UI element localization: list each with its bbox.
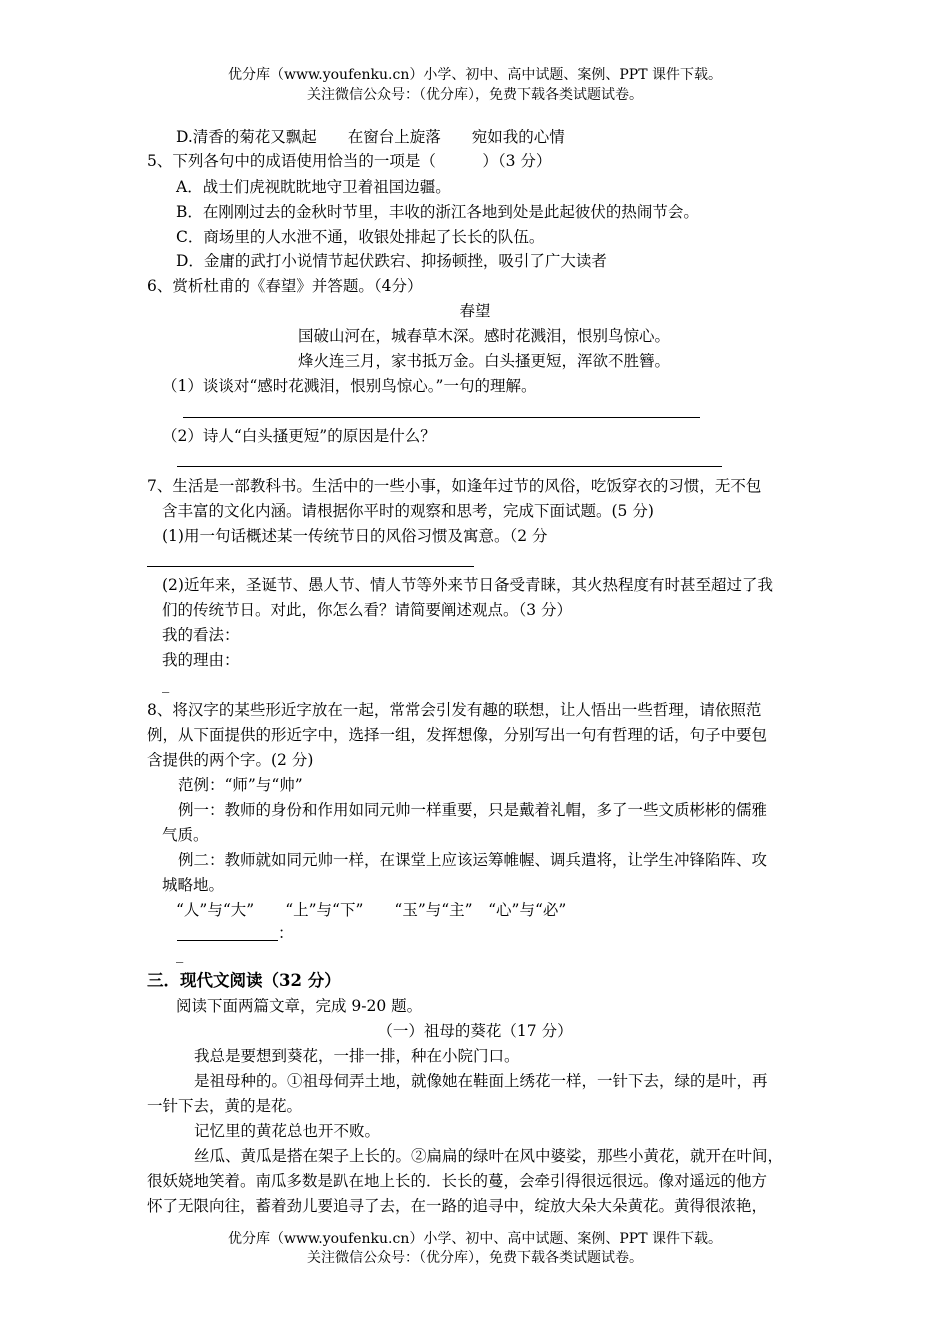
q8-example: 范例：“师”与“帅” <box>178 776 303 794</box>
q8-example-2-line-1: 例二：教师就如同元帅一样，在课堂上应该运筹帷幄、调兵遣将，让学生冲锋陷阵、攻 <box>178 851 768 869</box>
q7-stem-line-1: 7、生活是一部教科书。生活中的一些小事，如逢年过节的风俗，吃饭穿衣的习惯，无不包 <box>147 477 762 495</box>
q7-sub-2-line-2: 们的传统节日。对此，你怎么看？请简要阐述观点。（3 分） <box>162 601 573 619</box>
poem-line-2: 烽火连三月，家书抵万金。白头搔更短，浑欲不胜簪。 <box>298 352 671 370</box>
article-paragraph-3: 记忆里的黄花总也开不败。 <box>194 1122 381 1140</box>
q8-character-pairs: “人”与“大” “上”与“下” “玉”与“主” “心”与“必” <box>176 901 567 919</box>
answer-line-q7-1[interactable] <box>147 566 474 567</box>
q8-stem-line-2: 例，从下面提供的形近字中，选择一组，发挥想像，分别写出一句有哲理的话，句子中要包 <box>147 726 768 744</box>
q8-dash: _ <box>176 947 184 963</box>
q7-dash: _ <box>162 677 170 693</box>
answer-line-q6-1[interactable] <box>183 417 700 418</box>
q5-option-c: C．商场里的人水泄不通，收银处排起了长长的队伍。 <box>176 228 545 246</box>
header-line-2: 关注微信公众号：（优分库），免费下载各类试题试卷。 <box>307 87 643 103</box>
section-3-instruction: 阅读下面两篇文章，完成 9-20 题。 <box>176 997 423 1015</box>
q8-stem-line-3: 含提供的两个字。(2 分) <box>147 751 314 769</box>
q4-option-d: D.清香的菊花又飘起 在窗台上旋落 宛如我的心情 <box>176 128 565 146</box>
q6-sub-2: （2）诗人“白头搔更短”的原因是什么？ <box>162 427 436 445</box>
my-view-label: 我的看法： <box>162 626 240 644</box>
q7-sub-2-line-1: (2)近年来，圣诞节、愚人节、情人节等外来节日备受青睐，其火热程度有时甚至超过了我 <box>162 576 773 594</box>
q8-colon: ： <box>278 924 294 942</box>
q5-stem: 5、下列各句中的成语使用恰当的一项是（ ）（3 分） <box>147 152 552 170</box>
footer-line-1: 优分库（www.youfenku.cn）小学、初中、高中试题、案例、PPT 课件下载。 <box>227 1231 722 1247</box>
article-paragraph-2-line-1: 是祖母种的。①祖母伺弄土地，就像她在鞋面上绣花一样，一针下去，绿的是叶，再 <box>194 1072 768 1090</box>
q8-example-1-line-2: 气质。 <box>162 826 209 844</box>
article-paragraph-4-line-1: 丝瓜、黄瓜是搭在架子上长的。②扁扁的绿叶在风中婆娑，那些小黄花，就开在叶间， <box>194 1147 784 1165</box>
q5-option-a: A．战士们虎视眈眈地守卫着祖国边疆。 <box>176 178 451 196</box>
q8-example-2-line-2: 城略地。 <box>162 876 225 894</box>
q5-option-b: B．在刚刚过去的金秋时节里，丰收的浙江各地到处是此起彼伏的热闹节会。 <box>176 203 699 221</box>
q6-sub-1: （1）谈谈对“感时花溅泪，恨别鸟惊心。”一句的理解。 <box>162 377 537 395</box>
q5-option-d: D．金庸的武打小说情节起伏跌宕、抑扬顿挫，吸引了广大读者 <box>176 252 607 270</box>
q8-example-1-line-1: 例一：教师的身份和作用如同元帅一样重要，只是戴着礼帽，多了一些文质彬彬的儒雅 <box>178 801 768 819</box>
footer-line-2: 关注微信公众号：（优分库），免费下载各类试题试卷。 <box>307 1250 643 1266</box>
answer-line-q8[interactable] <box>177 940 278 941</box>
article-paragraph-4-line-2: 很妖娆地笑着。南瓜多数是趴在地上长的．长长的蔓，会牵引得很远很远。像对遥远的他方 <box>147 1172 768 1190</box>
article-title: （一）祖母的葵花（17 分） <box>377 1022 573 1040</box>
q7-stem-line-2: 含丰富的文化内涵。请根据你平时的观察和思考，完成下面试题。(5 分) <box>162 502 654 520</box>
q8-stem-line-1: 8、将汉字的某些形近字放在一起，常常会引发有趣的联想，让人悟出一些哲理，请依照范 <box>147 701 762 719</box>
article-paragraph-4-line-3: 怀了无限向往，蓄着劲儿要追寻了去，在一路的追寻中，绽放大朵大朵黄花。黄得很浓艳， <box>147 1197 768 1215</box>
answer-line-q6-2[interactable] <box>177 466 722 467</box>
section-3-title: 三．现代文阅读（32 分） <box>147 971 341 990</box>
poem-title: 春望 <box>459 302 491 320</box>
poem-line-1: 国破山河在，城春草木深。感时花溅泪，恨别鸟惊心。 <box>298 327 671 345</box>
article-paragraph-2-line-2: 一针下去，黄的是花。 <box>147 1097 303 1115</box>
header-line-1: 优分库（www.youfenku.cn）小学、初中、高中试题、案例、PPT 课件下载。 <box>227 67 722 83</box>
q7-sub-1: (1)用一句话概述某一传统节日的风俗习惯及寓意。（2 分 <box>162 527 548 545</box>
article-paragraph-1: 我总是要想到葵花，一排一排，种在小院门口。 <box>194 1047 520 1065</box>
my-reason-label: 我的理由： <box>162 651 240 669</box>
q6-stem: 6、赏析杜甫的《春望》并答题。（4分） <box>147 277 423 295</box>
